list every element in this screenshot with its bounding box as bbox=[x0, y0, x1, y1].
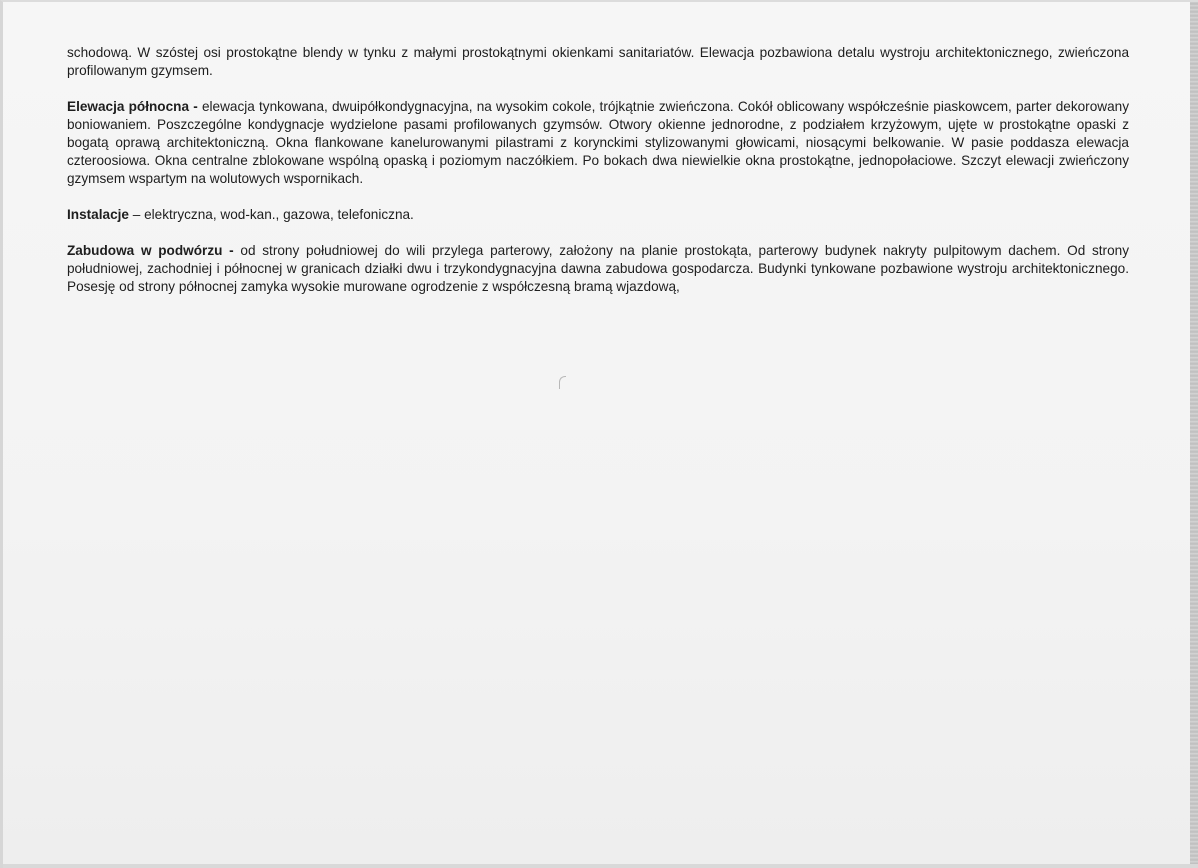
paragraph-text: elewacja tynkowana, dwuipółkondygnacyjna, na wysokim cokole, trójkątnie zwieńczona. Cokół oblicowany współcześnie piaskowcem, parter dekorowany boniowaniem. Poszczególne kondygnacje wydzielone pasami profilowanych gzymsów. Otwory okienne jednorodne, z podziałem krzyżowym, ujęte w prostokątne opaski z bogatą oprawą architektoniczną. Okna flankowane kanelurowanymi pilastrami z korynckimi stylizowanymi głowicami, niosącymi belkowanie. W pasie poddasza elewacja czteroosiowa. Okna centralne zblokowane wspólną opaską i poziomym naczółkiem. Po bokach dwa niewielkie okna prostokątne, jednopołaciowe. Szczyt elewacji zwieńczony gzymsem wspartym na wolutowych wspornikach. bbox=[67, 99, 1130, 186]
document-body bbox=[67, 44, 1129, 314]
page-right-edge bbox=[1190, 2, 1198, 868]
page-bottom-edge bbox=[3, 864, 1198, 868]
scan-speck bbox=[559, 376, 566, 389]
paragraph-installations bbox=[67, 206, 1129, 224]
paragraph-text: od strony południowej do wili przylega parterowy, założony na planie prostokąta, parterowy budynek nakryty pulpitowym dachem. Od strony południowej, zachodniej i północnej w granicach działki dwu i trzykondygnacyjna dawna zabudowa gospodarcza. Budynki tynkowane pozbawione wystroju architektonicznego. Posesję od strony północnej zamyka wysokie murowane ogrodzenie z współczesną bramą wjazdową, bbox=[67, 243, 1129, 294]
paragraph-courtyard-buildings bbox=[67, 242, 1129, 296]
paragraph-north-elevation bbox=[67, 98, 1129, 188]
paragraph-text: – elektryczna, wod-kan., gazowa, telefoniczna. bbox=[132, 207, 414, 222]
paragraph-text: schodową. W szóstej osi prostokątne blendy w tynku z małymi prostokątnymi okienkami sanitariatów. Elewacja pozbawiona detalu wystroju architektonicznego, zwieńczona profilowanym gzymsem. bbox=[67, 45, 1129, 78]
paragraph-heading: Instalacje bbox=[67, 207, 129, 222]
paragraph-staircase-continuation bbox=[67, 44, 1129, 80]
paragraph-heading: Zabudowa w podwórzu - bbox=[67, 243, 234, 258]
paragraph-heading: Elewacja północna - bbox=[67, 99, 198, 114]
